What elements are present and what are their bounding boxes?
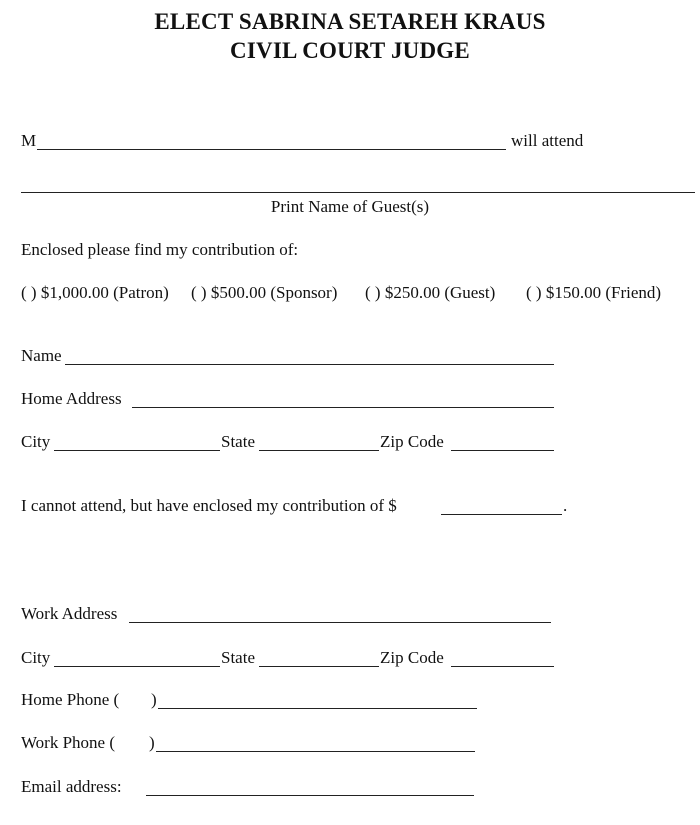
home-phone-label: Home Phone ( (21, 690, 120, 709)
home-state-field[interactable] (259, 450, 379, 451)
home-address-label: Home Address (21, 389, 122, 408)
work-zip-label: Zip Code (380, 648, 444, 667)
work-address-label: Work Address (21, 604, 118, 623)
name-field[interactable] (65, 364, 554, 365)
work-phone-label: Work Phone ( (21, 733, 116, 752)
work-city-field[interactable] (54, 666, 220, 667)
home-phone-close: ) (151, 690, 157, 709)
home-address-field[interactable] (132, 407, 554, 408)
option-guest[interactable]: ( ) $250.00 (Guest) (365, 283, 496, 302)
attend-suffix: will attend (511, 131, 584, 150)
home-zip-field[interactable] (451, 450, 554, 451)
home-city-label: City (21, 432, 51, 451)
option-sponsor[interactable]: ( ) $500.00 (Sponsor) (191, 283, 338, 302)
cannot-attend-amount-field[interactable] (441, 514, 562, 515)
page-subtitle: CIVIL COURT JUDGE (230, 38, 470, 63)
work-zip-field[interactable] (451, 666, 554, 667)
option-patron[interactable]: ( ) $1,000.00 (Patron) (21, 283, 169, 302)
option-friend[interactable]: ( ) $150.00 (Friend) (526, 283, 662, 302)
work-city-label: City (21, 648, 51, 667)
attend-prefix: M (21, 131, 37, 150)
guest-caption: Print Name of Guest(s) (270, 197, 430, 216)
cannot-attend-text: I cannot attend, but have enclosed my contribution of $ (21, 496, 397, 515)
home-city-field[interactable] (54, 450, 220, 451)
guest-name-field[interactable] (21, 192, 695, 193)
name-label: Name (21, 346, 62, 365)
email-label: Email address: (21, 777, 122, 796)
home-phone-field[interactable] (158, 708, 477, 709)
work-phone-field[interactable] (156, 751, 475, 752)
page-title: ELECT SABRINA SETAREH KRAUS (154, 9, 546, 34)
email-field[interactable] (146, 795, 474, 796)
work-phone-close: ) (149, 733, 155, 752)
home-state-label: State (221, 432, 255, 451)
work-state-label: State (221, 648, 255, 667)
work-address-field[interactable] (129, 622, 551, 623)
home-zip-label: Zip Code (380, 432, 444, 451)
cannot-attend-period: . (563, 496, 568, 515)
attend-name-field[interactable] (37, 149, 506, 150)
contribution-intro: Enclosed please find my contribution of: (21, 240, 299, 259)
work-state-field[interactable] (259, 666, 379, 667)
